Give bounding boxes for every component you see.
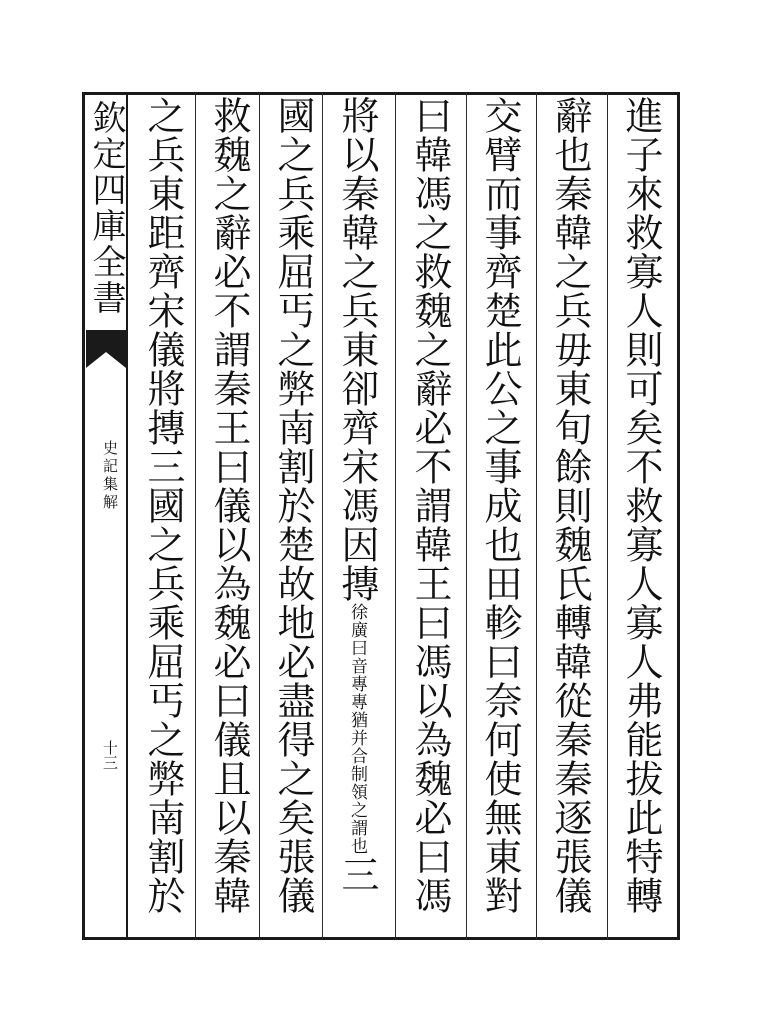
section-title: 史記集解: [101, 440, 119, 512]
book-title: 欽定四庫全書: [86, 100, 126, 316]
text-column-5: [328, 96, 386, 894]
column-5-tail: 三: [335, 855, 379, 894]
text-column-2: 辭也秦韓之兵毋東旬餘則魏氏轉韓從秦秦逐張儀: [548, 96, 592, 915]
text-column-4: 曰韓馮之救魏之辭必不謂韓王曰馮以為魏必曰馮: [408, 96, 452, 915]
page-number: 十三: [101, 740, 119, 770]
column-rule: [607, 92, 608, 940]
column-rule: [259, 92, 260, 940]
fishtail-mark-icon: [86, 326, 126, 372]
text-column-7: 救魏之辭必不謂秦王曰儀以為魏必曰儀且以秦韓: [207, 96, 251, 915]
commentary-left: 并合制領之謂也: [347, 729, 367, 855]
column-5-main: 將以秦韓之兵東卻齊宋馮因摶: [335, 96, 379, 603]
text-column-3: 交臂而事齊楚此公之事成也田軫曰奈何使無東對: [478, 96, 522, 915]
text-column-8: 之兵東距齊宋儀將摶三國之兵乘屈丐之弊南割於: [141, 96, 185, 915]
column-rule: [536, 92, 537, 940]
column-rule: [395, 92, 396, 940]
text-column-1: 進子來救寡人則可矣不救寡人寡人弗能拔此特轉: [619, 96, 663, 915]
column-rule: [322, 92, 323, 940]
commentary-note: [342, 603, 371, 855]
commentary-right: 徐廣曰音專專猶: [347, 603, 367, 729]
text-column-6: 國之兵乘屈丐之弊南割於楚故地必盡得之矣張儀: [271, 96, 315, 915]
column-rule: [466, 92, 467, 940]
column-rule: [195, 92, 196, 940]
margin-rule: [126, 92, 128, 940]
